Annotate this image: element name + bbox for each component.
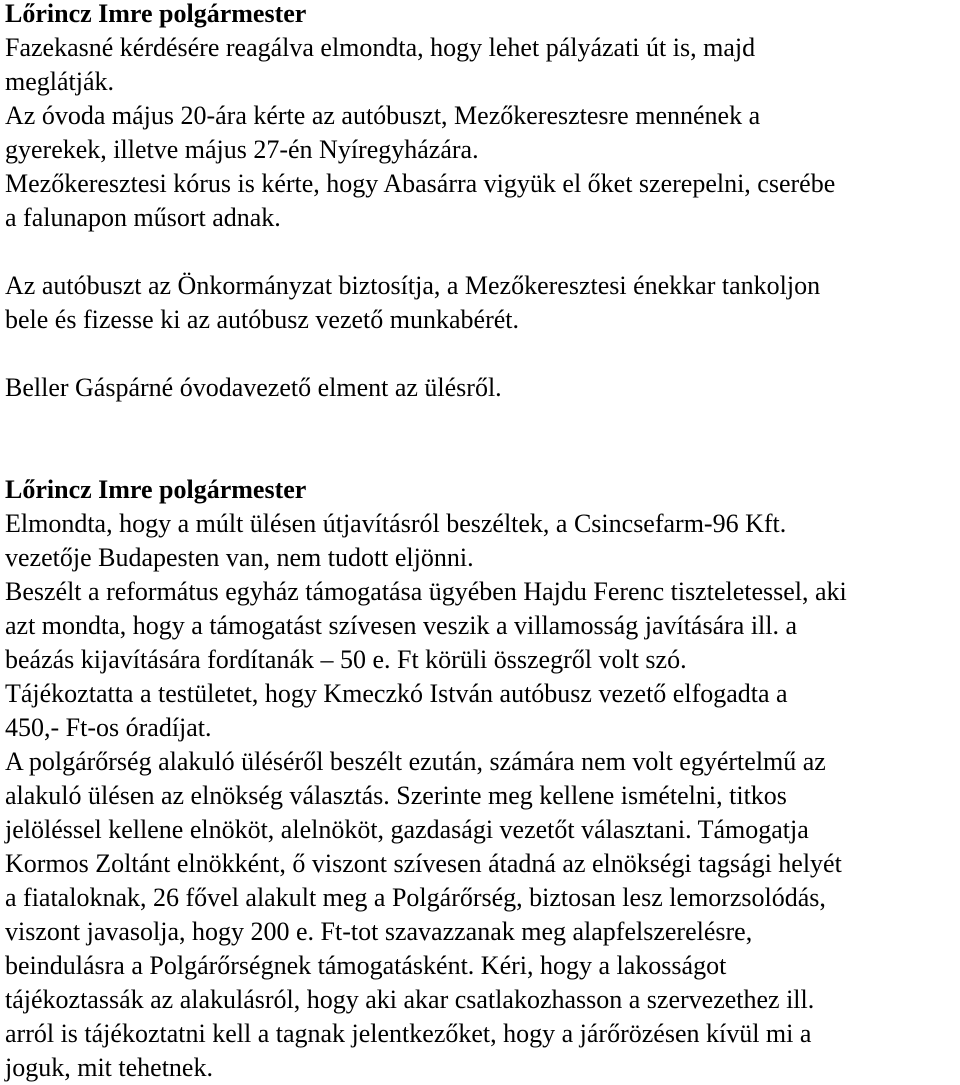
text-line: Beszélt a református egyház támogatása ügyében Hajdu Ferenc tiszteletessel, aki	[5, 577, 847, 606]
paragraph-spacer	[5, 405, 955, 473]
text-line: 450,- Ft-os óradíjat.	[5, 713, 212, 742]
text-line: arról is tájékoztatni kell a tagnak jelentkezőket, hogy a járőrözésen kívül mi a	[5, 1019, 812, 1048]
text-line: A polgárőrség alakuló üléséről beszélt ezután, számára nem volt egyértelmű az	[5, 747, 826, 776]
text-line: alakuló ülésen az elnökség választás. Szerinte meg kellene ismételni, titkos	[5, 781, 787, 810]
text-line: tájékoztassák az alakulásról, hogy aki akar csatlakozhasson a szervezethez ill.	[5, 985, 815, 1014]
text-line: azt mondta, hogy a támogatást szívesen veszik a villamosság javítására ill. a	[5, 611, 798, 640]
text-line: jelöléssel kellene elnököt, alelnököt, gazdasági vezetőt választani. Támogatja	[5, 815, 809, 844]
paragraph-departure	[5, 371, 955, 405]
speaker-heading: Lőrincz Imre polgármester	[5, 0, 307, 28]
paragraph-bus-funding	[5, 269, 955, 337]
paragraph-spacer	[5, 337, 955, 371]
text-line: Kormos Zoltánt elnökként, ő viszont szívesen átadná az elnökségi tagsági helyét	[5, 849, 842, 878]
text-line: Elmondta, hogy a múlt ülésen útjavításról beszéltek, a Csincsefarm-96 Kft.	[5, 509, 787, 538]
text-line: Beller Gáspárné óvodavezető elment az ülésről.	[5, 373, 502, 402]
paragraph-spacer	[5, 235, 955, 269]
text-line: joguk, mit tehetnek.	[5, 1053, 213, 1082]
text-line: Az óvoda május 20-ára kérte az autóbuszt, Mezőkeresztesre mennének a	[5, 101, 761, 130]
text-line: Tájékoztatta a testületet, hogy Kmeczkó István autóbusz vezető elfogadta a	[5, 679, 788, 708]
document-body	[5, 0, 955, 1085]
text-line: a falunapon műsort adnak.	[5, 203, 281, 232]
text-line: a fiataloknak, 26 fővel alakult meg a Polgárőrség, biztosan lesz lemorzsolódás,	[5, 883, 826, 912]
text-line: beázás kijavítására fordítanák – 50 e. Ft körüli összegről volt szó.	[5, 645, 687, 674]
text-line: bele és fizesse ki az autóbusz vezető munkabérét.	[5, 305, 519, 334]
text-line: meglátják.	[5, 67, 115, 96]
text-line: Fazekasné kérdésére reagálva elmondta, hogy lehet pályázati út is, majd	[5, 33, 756, 62]
text-line: Mezőkeresztesi kórus is kérte, hogy Abasárra vigyük el őket szerepelni, cserébe	[5, 169, 836, 198]
speaker-heading: Lőrincz Imre polgármester	[5, 475, 307, 504]
text-line: beindulásra a Polgárőrségnek támogatásként. Kéri, hogy a lakosságot	[5, 951, 727, 980]
text-line: vezetője Budapesten van, nem tudott eljönni.	[5, 543, 474, 572]
section-mayor-first	[5, 0, 955, 235]
text-line: gyerekek, illetve május 27-én Nyíregyházára.	[5, 135, 479, 164]
text-line: viszont javasolja, hogy 200 e. Ft-tot szavazzanak meg alapfelszerelésre,	[5, 917, 753, 946]
text-line: Az autóbuszt az Önkormányzat biztosítja, a Mezőkeresztesi énekkar tankoljon	[5, 271, 821, 300]
section-mayor-second	[5, 473, 955, 1085]
